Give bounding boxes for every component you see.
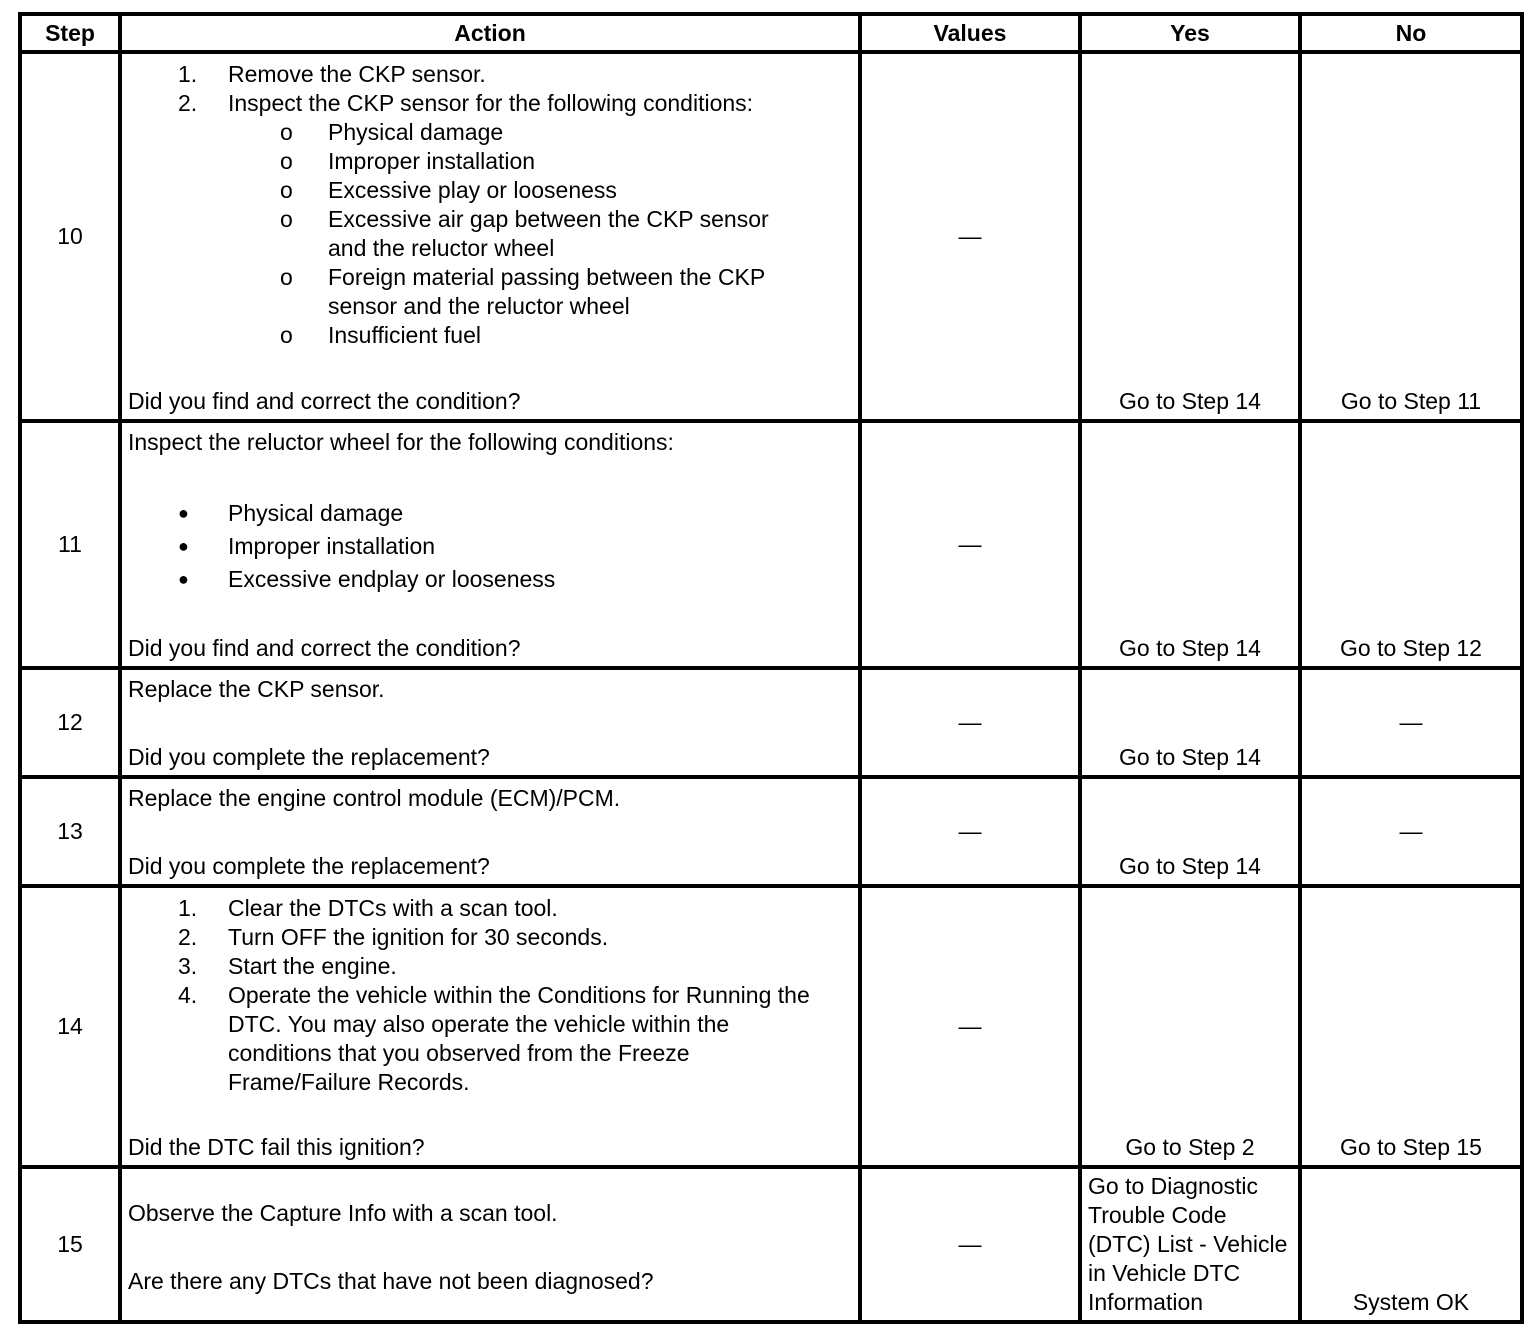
header-action: Action	[120, 14, 860, 52]
action-cell	[120, 886, 860, 1167]
action-steps	[128, 60, 852, 350]
header-yes: Yes	[1080, 14, 1300, 52]
values-cell: —	[860, 886, 1080, 1167]
step-number: 12	[20, 668, 120, 777]
condition-item: o Physical damage	[280, 119, 504, 145]
yes-result: Go to Step 14	[1119, 853, 1261, 879]
header-no: No	[1300, 14, 1522, 52]
action-step: 2. Turn OFF the ignition for 30 seconds.	[178, 924, 609, 950]
condition-item: o Insufficient fuel	[280, 322, 482, 348]
condition-item: ● Excessive endplay or looseness	[178, 566, 556, 592]
step-number: 14	[20, 886, 120, 1167]
condition-item: o Excessive air gap between the CKP sensor and the reluctor wheel	[280, 206, 769, 261]
yes-cell	[1080, 52, 1300, 421]
header-step: Step	[20, 14, 120, 52]
table-row-step-15	[20, 1167, 1522, 1322]
action-cell	[120, 1167, 860, 1322]
action-intro: Observe the Capture Info with a scan tool.	[128, 1200, 558, 1226]
values-cell: —	[860, 777, 1080, 886]
values-cell: —	[860, 52, 1080, 421]
no-result: System OK	[1352, 1289, 1470, 1315]
header-values: Values	[860, 14, 1080, 52]
yes-result: Go to Step 2	[1125, 1134, 1255, 1160]
action-question: Did you complete the replacement?	[128, 744, 490, 770]
action-step: 1. Clear the DTCs with a scan tool.	[178, 895, 558, 921]
yes-result: Go to Step 14	[1119, 744, 1261, 770]
condition-item: o Improper installation	[280, 148, 536, 174]
action-intro: Replace the engine control module (ECM)/PCM.	[128, 785, 621, 811]
no-cell	[1300, 1167, 1522, 1322]
diagnostic-table	[18, 12, 1524, 1324]
action-step: 4. Operate the vehicle within the Conditions for Running the DTC. You may also operate the vehicle within the conditions that you observed from the Freeze Frame/Failure Records.	[178, 982, 810, 1095]
table-row-step-12	[20, 668, 1522, 777]
header-row	[20, 14, 1522, 52]
step-number: 10	[20, 52, 120, 421]
yes-result: Go to Diagnostic Trouble Code (DTC) List - Vehicle in Vehicle DTC Information	[1088, 1173, 1288, 1315]
condition-list	[128, 118, 852, 350]
action-question: Did the DTC fail this ignition?	[128, 1134, 425, 1160]
action-cell	[120, 421, 860, 668]
step-number: 11	[20, 421, 120, 668]
yes-cell	[1080, 1167, 1300, 1322]
yes-cell	[1080, 668, 1300, 777]
values-cell: —	[860, 1167, 1080, 1322]
condition-item: ● Physical damage	[178, 500, 404, 526]
condition-list	[128, 497, 852, 596]
table-row-step-13	[20, 777, 1522, 886]
no-cell	[1300, 886, 1522, 1167]
values-cell: —	[860, 668, 1080, 777]
no-result: Go to Step 12	[1340, 635, 1482, 661]
yes-cell	[1080, 777, 1300, 886]
action-cell	[120, 52, 860, 421]
values-cell: —	[860, 421, 1080, 668]
action-intro: Inspect the reluctor wheel for the following conditions:	[128, 429, 674, 455]
action-cell	[120, 777, 860, 886]
action-question: Are there any DTCs that have not been diagnosed?	[128, 1268, 654, 1294]
yes-cell	[1080, 421, 1300, 668]
action-intro: Replace the CKP sensor.	[128, 676, 385, 702]
no-cell	[1300, 52, 1522, 421]
no-cell	[1300, 421, 1522, 668]
table-row-step-14	[20, 886, 1522, 1167]
step-number: 15	[20, 1167, 120, 1322]
table-row-step-11	[20, 421, 1522, 668]
condition-item: ● Improper installation	[178, 533, 436, 559]
no-cell: —	[1300, 668, 1522, 777]
condition-item: o Foreign material passing between the CKP sensor and the reluctor wheel	[280, 264, 765, 319]
yes-result: Go to Step 14	[1119, 388, 1261, 414]
action-question: Did you find and correct the condition?	[128, 388, 521, 414]
action-step: 2. Inspect the CKP sensor for the following conditions: o Physical damage o Improper installation o Excessive play or looseness o Excessive air gap between the CKP sensor and the reluctor wheel o Foreign material passing between the CKP sensor and the reluctor wheel o Insufficient fuel	[128, 89, 852, 350]
action-question: Did you find and correct the condition?	[128, 635, 521, 661]
action-step: 3. Start the engine.	[178, 953, 397, 979]
table-row-step-10	[20, 52, 1522, 421]
action-cell	[120, 668, 860, 777]
action-step: 1. Remove the CKP sensor.	[178, 61, 486, 87]
no-result: Go to Step 11	[1340, 388, 1482, 414]
no-result: Go to Step 15	[1340, 1134, 1482, 1160]
step-number: 13	[20, 777, 120, 886]
no-cell: —	[1300, 777, 1522, 886]
action-steps	[128, 894, 852, 1097]
action-question: Did you complete the replacement?	[128, 853, 490, 879]
condition-item: o Excessive play or looseness	[280, 177, 617, 203]
yes-result: Go to Step 14	[1119, 635, 1261, 661]
yes-cell	[1080, 886, 1300, 1167]
